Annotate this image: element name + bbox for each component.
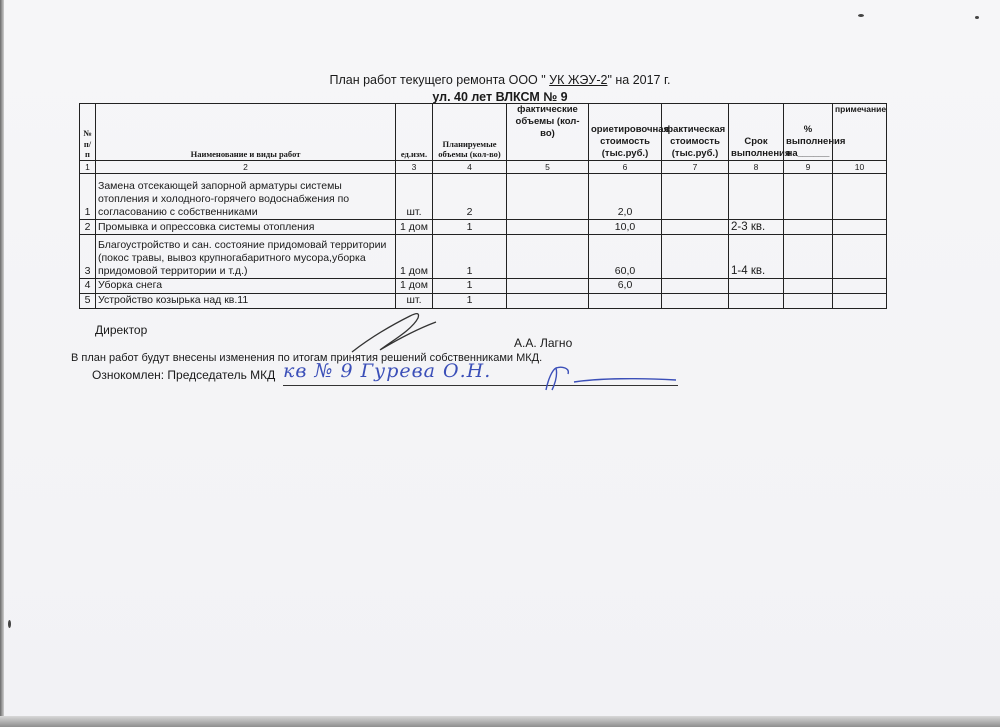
- work-name: Устройство козырька над кв.11: [96, 293, 396, 308]
- term-cell: [729, 293, 784, 308]
- work-plan-table: [79, 103, 887, 309]
- actual-cost-cell: [662, 279, 729, 293]
- handwritten-chairman: кв № 9 Гурева О.Н.: [283, 360, 492, 382]
- document-title: План работ текущего ремонта ООО " УК ЖЭУ-2" на 2017 г.: [329, 73, 671, 87]
- actual-volume-cell: [507, 174, 589, 220]
- planned-cell: 2: [433, 174, 507, 220]
- column-number: 1: [80, 161, 96, 174]
- note-cell: [833, 174, 887, 220]
- column-number: 10: [833, 161, 887, 174]
- row-number: 1: [80, 174, 96, 220]
- cost-cell: 6,0: [589, 279, 662, 293]
- actual-cost-cell: [662, 235, 729, 279]
- scan-bottom-edge: [0, 716, 1000, 727]
- note-cell: [833, 220, 887, 235]
- unit-cell: 1 дом: [396, 220, 433, 235]
- planned-cell: 1: [433, 220, 507, 235]
- note-cell: [833, 293, 887, 308]
- planned-cell: 1: [433, 293, 507, 308]
- scan-left-edge: [0, 0, 4, 727]
- term-cell: 1-4 кв.: [729, 235, 784, 279]
- table-header-row: [80, 104, 887, 161]
- header-term: Срок выполнения: [729, 104, 784, 161]
- percent-cell: [784, 174, 833, 220]
- table-row: [80, 220, 887, 235]
- percent-cell: [784, 293, 833, 308]
- work-name: Промывка и опрессовка системы отопления: [96, 220, 396, 235]
- header-unit: ед.изм.: [396, 104, 433, 161]
- column-number: 9: [784, 161, 833, 174]
- director-signature: [350, 308, 440, 358]
- actual-volume-cell: [507, 293, 589, 308]
- column-number: 4: [433, 161, 507, 174]
- header-note: примечание: [833, 104, 887, 161]
- acknowledgement-label: Ознокомлен: Председатель МКД: [92, 368, 276, 382]
- column-number: 6: [589, 161, 662, 174]
- unit-cell: шт.: [396, 174, 433, 220]
- cost-cell: 10,0: [589, 220, 662, 235]
- note-cell: [833, 235, 887, 279]
- actual-volume-cell: [507, 235, 589, 279]
- term-cell: [729, 279, 784, 293]
- percent-cell: [784, 235, 833, 279]
- table-row: [80, 235, 887, 279]
- unit-cell: 1 дом: [396, 279, 433, 293]
- header-estimated-cost: ориетировочная стоимость (тыс.руб.): [589, 104, 662, 161]
- changes-note: В план работ будут внесены изменения по итогам принятия решений собственниками МКД.: [71, 352, 543, 364]
- column-number: 8: [729, 161, 784, 174]
- cost-cell: 60,0: [589, 235, 662, 279]
- percent-cell: [784, 220, 833, 235]
- note-cell: [833, 279, 887, 293]
- header-actual-volume: фактические объемы (кол-во): [507, 104, 589, 161]
- scan-speck: [858, 14, 864, 17]
- planned-cell: 1: [433, 279, 507, 293]
- planned-cell: 1: [433, 235, 507, 279]
- cost-cell: 2,0: [589, 174, 662, 220]
- director-name: А.А. Лагно: [514, 336, 573, 350]
- table-row: [80, 293, 887, 308]
- percent-cell: [784, 279, 833, 293]
- cost-cell: [589, 293, 662, 308]
- actual-cost-cell: [662, 174, 729, 220]
- column-number: 7: [662, 161, 729, 174]
- row-number: 3: [80, 235, 96, 279]
- header-planned: Планируемые объемы (кол-во): [433, 104, 507, 161]
- header-percent: % выполнения на______: [784, 104, 833, 161]
- row-number: 2: [80, 220, 96, 235]
- document-subtitle: ул. 40 лет ВЛКСМ № 9: [432, 90, 568, 104]
- director-label: Директор: [95, 323, 148, 337]
- work-name: Уборка снега: [96, 279, 396, 293]
- header-actual-cost: фактическая стоимость (тыс.руб.): [662, 104, 729, 161]
- scan-speck: [8, 620, 11, 628]
- work-name: Замена отсекающей запорной арматуры системы отопления и холодного-горячего водоснабжения по согласованию с собственниками: [96, 174, 396, 220]
- unit-cell: шт.: [396, 293, 433, 308]
- actual-volume-cell: [507, 279, 589, 293]
- chairman-signature: [540, 364, 680, 394]
- work-name: Благоустройство и сан. состояние придомовай территории (покос травы, вывоз крупногабаритного мусора,уборка придомовой территории и т.д.): [96, 235, 396, 279]
- actual-cost-cell: [662, 293, 729, 308]
- column-number-row: [80, 161, 887, 174]
- column-number: 2: [96, 161, 396, 174]
- actual-cost-cell: [662, 220, 729, 235]
- table-row: [80, 174, 887, 220]
- column-number: 3: [396, 161, 433, 174]
- row-number: 5: [80, 293, 96, 308]
- term-cell: [729, 174, 784, 220]
- header-name: Наименование и виды работ: [96, 104, 396, 161]
- unit-cell: 1 дом: [396, 235, 433, 279]
- column-number: 5: [507, 161, 589, 174]
- row-number: 4: [80, 279, 96, 293]
- table-row: [80, 279, 887, 293]
- actual-volume-cell: [507, 220, 589, 235]
- term-cell: 2-3 кв.: [729, 220, 784, 235]
- scan-speck: [975, 16, 979, 19]
- header-num: № п/п: [80, 104, 96, 161]
